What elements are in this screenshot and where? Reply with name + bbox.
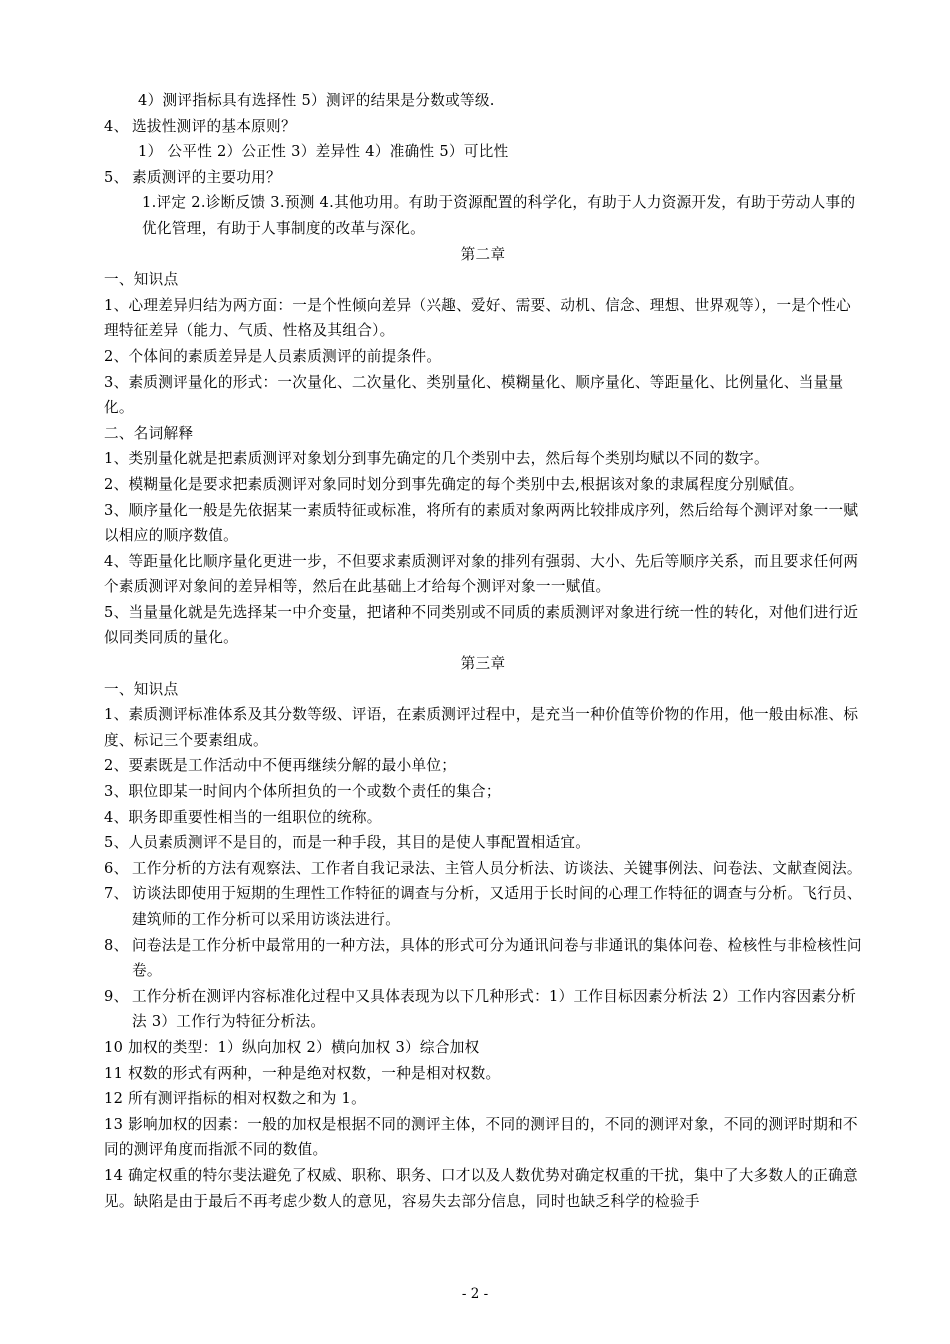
item-number: 8、	[104, 936, 129, 954]
knowledge-item: 13 影响加权的因素：一般的加权是根据不同的测评主体，不同的测评目的，不同的测评对象，不同的测评时期和不同的测评角度而指派不同的数值。	[104, 1115, 858, 1159]
item-text: 工作分析在测评内容标准化过程中又具体表现为以下几种形式：1）工作目标因素分析法 2）工作内容因素分析法 3）工作行为特征分析法。	[132, 987, 857, 1031]
question-5	[104, 165, 862, 191]
knowledge-item: 3、素质测评量化的形式：一次量化、二次量化、类别量化、模糊量化、顺序量化、等距量化、比例量化、当量量化。	[104, 373, 844, 417]
knowledge-item: 12 所有测评指标的相对权数之和为 1。	[104, 1090, 367, 1108]
item-number: 9、	[104, 987, 129, 1005]
question-text: 素质测评的主要功用？	[132, 168, 281, 186]
term-item: 2、模糊量化是要求把素质测评对象同时划分到事先确定的每个类别中去,根据该对象的隶属程度分别赋值。	[104, 475, 804, 493]
question-4	[104, 114, 862, 140]
term-item: 4、等距量化比顺序量化更进一步，不但要求素质测评对象的排列有强弱、大小、先后等顺序关系，而且要求任何两个素质测评对象间的差异相等，然后在此基础上才给每个测评对象一一赋值。	[104, 552, 859, 596]
item-text: 问卷法是工作分析中最常用的一种方法，具体的形式可分为通讯问卷与非通讯的集体问卷、检核性与非检核性问卷。	[132, 936, 862, 980]
item-number: 6、	[104, 859, 129, 877]
item-text: 访谈法即使用于短期的生理性工作特征的调查与分析，又适用于长时间的心理工作特征的调查与分析。飞行员、建筑师的工作分析可以采用访谈法进行。	[132, 885, 862, 928]
knowledge-item-hanging	[104, 933, 862, 984]
knowledge-item: 2、个体间的素质差异是人员素质测评的前提条件。	[104, 347, 442, 365]
question-5-answer: 1.评定 2.诊断反馈 3.预测 4.其他功用。有助于资源配置的科学化，有助于人力资源开发，有助于劳动人事的优化管理，有助于人事制度的改革与深化。	[142, 194, 856, 237]
knowledge-item: 2、要素既是工作活动中不便再继续分解的最小单位；	[104, 757, 457, 775]
question-text: 选拔性测评的基本原则？	[132, 117, 296, 135]
item-text: 工作分析的方法有观察法、工作者自我记录法、主管人员分析法、访谈法、关键事例法、问卷法、文献查阅法。	[132, 859, 862, 877]
page-number: - 2 -	[461, 1286, 489, 1302]
knowledge-item: 1、素质测评标准体系及其分数等级、评语，在素质测评过程中，是充当一种价值等价物的作用，他一般由标准、标度、标记三个要素组成。	[104, 706, 859, 749]
chapter-3-section-knowledge: 一、知识点	[104, 680, 179, 698]
document-page	[104, 88, 862, 1214]
knowledge-item: 4、职务即重要性相当的一组职位的统称。	[104, 808, 382, 826]
term-item: 3、顺序量化一般是先依据某一素质特征或标准，将所有的素质对象两两比较排成序列，然后给每个测评对象一一赋以相应的顺序数值。	[104, 501, 859, 545]
chapter-2-title: 第二章	[460, 245, 506, 263]
term-item: 1、类别量化就是把素质测评对象划分到事先确定的几个类别中去，然后每个类别均赋以不同的数字。	[104, 450, 769, 468]
chapter-2-section-terms: 二、名词解释	[104, 424, 194, 442]
question-number: 4、	[104, 117, 129, 135]
chapter-3-title: 第三章	[460, 655, 506, 673]
continued-answer-line: 4）测评指标具有选择性 5）测评的结果是分数或等级.	[138, 92, 495, 109]
knowledge-item-hanging	[104, 881, 862, 932]
knowledge-item: 10 加权的类型：1）纵向加权 2）横向加权 3）综合加权	[104, 1038, 480, 1056]
item-number: 7、	[104, 885, 129, 903]
knowledge-item-hanging	[104, 856, 862, 882]
chapter-2-section-knowledge: 一、知识点	[104, 271, 179, 289]
question-number: 5、	[104, 168, 129, 186]
term-item: 5、当量量化就是先选择某一中介变量，把诸种不同类别或不同质的素质测评对象进行统一性的转化，对他们进行近似同类同质的量化。	[104, 603, 859, 647]
knowledge-item: 14 确定权重的特尔斐法避免了权威、职称、职务、口才以及人数优势对确定权重的干扰，集中了大多数人的正确意见。缺陷是由于最后不再考虑少数人的意见，容易失去部分信息，同时也缺乏科学的检验手	[104, 1166, 858, 1210]
knowledge-item: 11 权数的形式有两种，一种是绝对权数，一种是相对权数。	[104, 1064, 501, 1082]
knowledge-item: 1、心理差异归结为两方面：一是个性倾向差异（兴趣、爱好、需要、动机、信念、理想、世界观等），一是个性心理特征差异（能力、气质、性格及其组合）。	[104, 296, 851, 340]
knowledge-item: 3、职位即某一时间内个体所担负的一个或数个责任的集合；	[104, 783, 501, 801]
knowledge-item: 5、人员素质测评不是目的，而是一种手段，其目的是使人事配置相适宜。	[104, 834, 591, 852]
knowledge-item-hanging	[104, 984, 862, 1035]
question-4-answer: 1） 公平性 2）公正性 3）差异性 4）准确性 5）可比性	[138, 143, 509, 161]
